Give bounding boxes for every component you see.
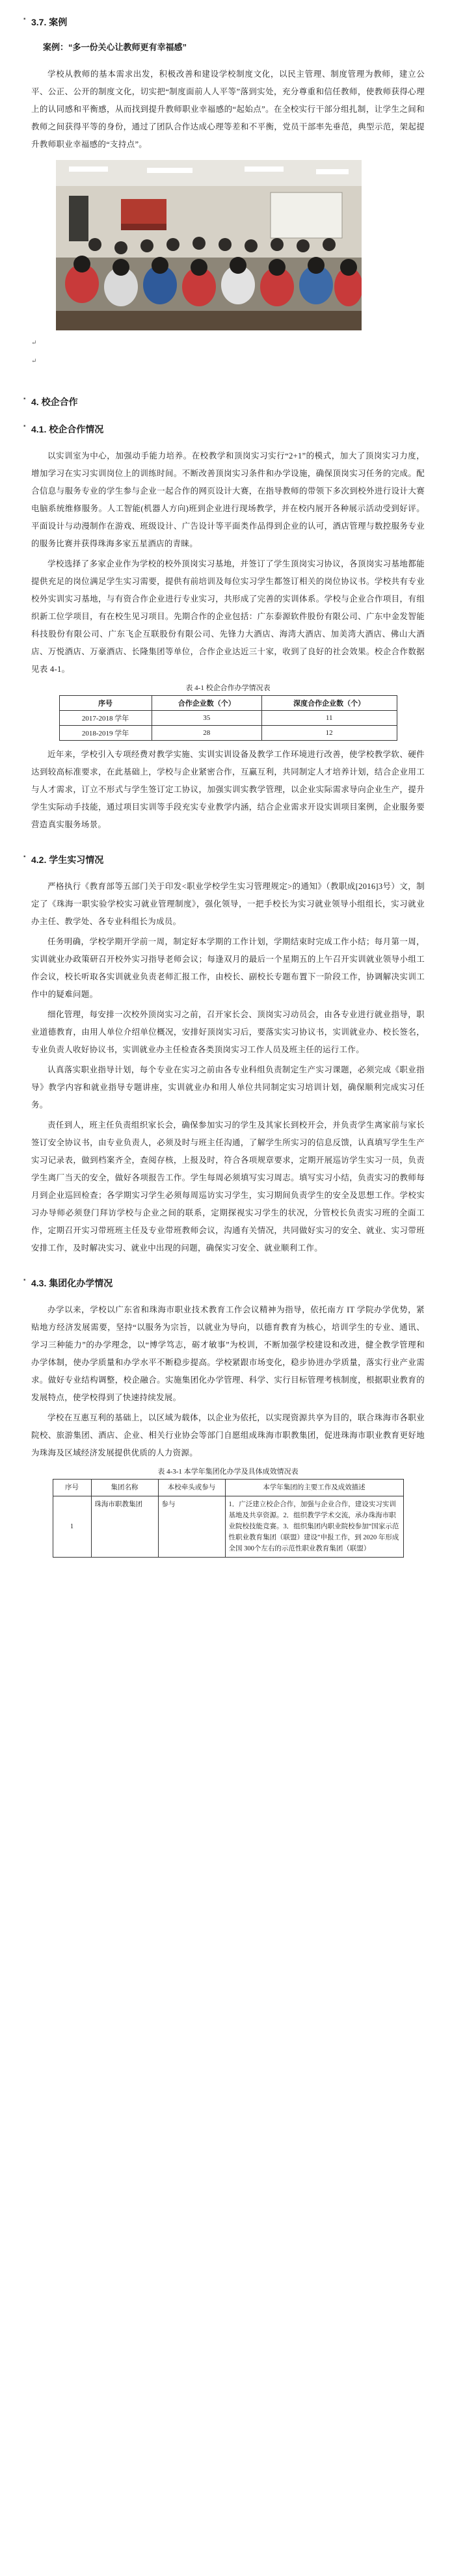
heading-bullet-icon: ▪ [23, 1277, 26, 1284]
table-row [59, 711, 397, 726]
table-caption: 表 4-3-1 本学年集团化办学及具体成效情况表 [157, 1468, 299, 1476]
photo-illustration [56, 160, 362, 330]
table-cell: 2018-2019 学年 [59, 726, 152, 741]
paragraph: 近年来，学校引入专项经费对教学实施、实训实训设备及教学工作环境进行改善，使学校教学软、硬件达到较高标准要求，在此基础上，学校与企业紧密合作，互赢互利，共同制定人才培养计划，结合企业用工与人才需求，订立不形式与学生签订定工协议，加强实训实教学管理，以企业实际需求导向企业生产，提升学生实际动手技能，通过项目实训等手段充实专业教学内涵，结合企业需求开设实训项目案例，企业服务要营造真实服务场景。 [31, 750, 425, 829]
paragraph: 办学以来，学校以广东省和珠海市职业技术教育工作会议精神为指导，依托南方 IT 学院办学优势，紧贴地方经济发展需要，坚持“以服务为宗旨，以就业为导向，以德育教育为核心，培训学生的专业、通讯、学习三种能力”的办学理念，以“博学笃志，砺才敏事”为校训，不断加强学校建设和改进，健全教学管理和办学体制，使办学质量和办学水平不断稳步提高。学校紧跟市场变化，稳步协进办学质量，落实行业产业需求。做好专业结构调整，校企融合。实施集团化办学管理、科学、实行目标管理考核制度，根据职业教育的发展特点，使学校得到了快速持续发展。 [31, 1305, 425, 1402]
table-header-cell: 合作企业数（个） [152, 696, 261, 711]
table-header-cell: 本校牵头或参与 [158, 1480, 225, 1496]
table-cell: 1．广泛建立校企合作，加强与企业合作，建设实习实训基地及共享资源。2．组织教学学术交流，承办珠海市职业院校技能竞赛。3．组织集团内职业院校参加“国家示范性职业教育集团（联盟）建设”申报工作，到 2020 年形成全国 300个左右的示范性职业教育集团（联盟） [225, 1496, 403, 1558]
table-header-cell: 序号 [59, 696, 152, 711]
table-cell: 12 [261, 726, 397, 741]
table-caption: 表 4-1 校企合作办学情况表 [185, 684, 271, 692]
table-header-cell: 深度合作企业数（个） [261, 696, 397, 711]
heading-text: 4.3. 集团化办学情况 [31, 1278, 113, 1288]
heading-bullet-icon: ▪ [23, 853, 26, 860]
table-header-cell: 序号 [53, 1480, 91, 1496]
table-row [53, 1496, 403, 1558]
cooperation-table [59, 695, 397, 741]
heading-bullet-icon: ▪ [23, 423, 26, 430]
case-title: 案例：“多一份关心让教师更有幸福感” [43, 42, 187, 52]
table-cell: 35 [152, 711, 261, 726]
section-heading-4-2 [23, 853, 425, 866]
table-cell: 2017-2018 学年 [59, 711, 152, 726]
heading-text: 4. 校企合作 [31, 397, 78, 407]
table-cell: 11 [261, 711, 397, 726]
section-heading-3-7 [23, 16, 425, 29]
table-cell: 参与 [158, 1496, 225, 1558]
paragraph: 细化管理，每安排一次校外顶岗实习之前，召开家长会、顶岗实习动员会，由各专业进行就业指导，职业道德教育，由用人单位介绍单位概况，安排好顶岗实习后，要落实实习协议书，实训就业办、校长签名，专业负责人收好协议书，实训就业办主任检查各类顶岗实习工作人员及班主任的运行工作。 [31, 1010, 425, 1054]
table-header-cell: 集团名称 [91, 1480, 158, 1496]
heading-text: 4.1. 校企合作情况 [31, 424, 104, 434]
section-heading-4-1 [23, 423, 425, 436]
heading-bullet-icon: ▪ [23, 16, 26, 23]
paragraph: 学校在互惠互利的基础上，以区域为载体，以企业为依托，以实现资源共享为目的，联合珠海市各职业院校、旅游集团、酒店、企业、相关行业协会等部门自愿组成珠海市职教集团，促进珠海市职业教育更好地为珠海及区域经济发展提供优质的人力资源。 [31, 1413, 425, 1457]
table-header-row [53, 1480, 403, 1496]
paragraph: 责任到人，班主任负责组织家长会，确保参加实习的学生及其家长到校开会，并负责学生离家前与家长签订安全协议书，由专业负责人，必须及时与班主任沟通，了解学生所实习的信息反馈，认真填写学生生产实习记录表，做到档案齐全，查阅存核，上报及时，符合各项规章要求，定期开展巡访学生实习一员，负责学生离厂当天的安全，做好各项报告工作。学生每周必须填写实习周志。填写实习小结，负责实习的教师每月到企业巡回检查；各学期实习学生必须每周巡访实习学生，实习期间负责学生的安全及思想工作。学校实习办导师必须登门拜访学校与企业之间的联系，定期探视实习学生的状况，分管校长负责实习班的全面工作，定期召开实习带班班主任及专业带班教师会议，沟通有关情况，共同做好实习的安全、就业、实习带班安排工作，及时解决实习、就业中出现的问题，确保实习安全、就业顺利工作。 [31, 1121, 425, 1253]
section-heading-4 [23, 395, 425, 408]
table-header-cell: 本学年集团的主要工作及成效描述 [225, 1480, 403, 1496]
section-heading-4-3 [23, 1277, 425, 1290]
table-cell: 1 [53, 1496, 91, 1558]
table-header-row [59, 696, 397, 711]
paragraph: 认真落实职业指导计划，每个专业在实习之前由各专业科组负责制定生产实习课题，必须完成《职业指导》教学内容和就业指导专题讲座，实训就业办和用人单位共同制定实习培训计划，确保顺利完成实习任务。 [31, 1065, 425, 1109]
classroom-meeting-photo [56, 160, 362, 330]
table-cell: 珠海市职教集团 [91, 1496, 158, 1558]
paragraph: 学校从教师的基本需求出发，积极改善和建设学校制度文化，以民主管理、制度管理为教师，建立公平、公正、公开的制度文化，切实把“制度面前人人平等”落到实处，充分尊重和信任教师，使教师获得心理上的认同感和平衡感，从而找到提升教师职业幸福感的“起始点”。在全校实行干部分组扎制，让学生之间和教师之间获得平等的身份，通过了团队合作达成心理等差和不平衡，党员干部率先垂范，典型示范，架起提升教师职业幸福感的“支持点”。 [31, 70, 425, 149]
paragraph: 任务明确，学校学期开学前一周，制定好本学期的工作计划，学期结束时完成工作小结；每月第一周，实训就业办政策研召开校外实习指导老师会议；每逢双月的最后一个星期五的上午召开实训就业领导小组工作会议，校长听取各实训就业负责老师汇报工作，由校长、副校长专题布置下一阶段工作，协调解决实训工作中的疑难问题。 [31, 937, 425, 999]
heading-text: 3.7. 案例 [31, 17, 68, 27]
heading-text: 4.2. 学生实习情况 [31, 855, 104, 865]
table-row [59, 726, 397, 741]
paragraph-mark: ↵ [31, 358, 37, 365]
heading-bullet-icon: ▪ [23, 395, 26, 403]
paragraph: 严格执行《教育部等五部门关于印发<职业学校学生实习管理规定>的通知》（教职成[2016]3号）文，制定了《珠海一职实验学校实习就业管理制度》，强化领导，一把手校长为实习就业领导小组组长，实习就业办主任、教学处、各专业科组长为成员。 [31, 882, 425, 926]
group-education-table [53, 1479, 404, 1558]
paragraph-mark: ↵ [31, 339, 37, 347]
table-cell: 28 [152, 726, 261, 741]
paragraph: 以实训室为中心，加强动手能力培养。在校教学和顶岗实习实行“2+1”的模式，加大了顶岗实习力度，增加学习在实习实训岗位上的训练时间。不断改善顶岗实习条件和办学设施，确保顶岗实习任务的完成。配合信息与服务专业的学生参与企业一起合作的网页设计大赛，在指导教师的带领下多次到校外进行设计大赛电脑系统维修服务。人工智能(机器人方向)班到企业进行现场教学，并在校内展开各种展示活动受到好评。平面设计与动漫制作在游戏、班级设计、广告设计等平面类作品得到企业的认可，酒店管理与数控服务专业的服务比赛并获得珠海多家五星酒店的青睐。 [31, 451, 425, 548]
paragraph: 学校选择了多家企业作为学校的校外顶岗实习基地，并签订了学生顶岗实习协议，各顶岗实习基地都能提供充足的岗位满足学生实习需要，提供有前培训及每位实习学生都签订相关的岗位协议书。学校共有专业校外实训实习基地，与有资合作企业进行专业实习，共形成了完善的实训体系。学校与企业合作项目，有组织新工位学项目，有在校生见习项目。先期合作的企业包括：广东泰源软件股份有限公司、广东中金发智能科技股份有限公司、广东飞企互联股份有限公司、先锋力大酒店、海湾大酒店、加美湾大酒店、佛山大酒店、万悦酒店、万豪酒店、长隆集团等单位，合作企业达近三十家，收到了良好的社会效果。校企合作数据见表 4-1。 [31, 559, 425, 674]
